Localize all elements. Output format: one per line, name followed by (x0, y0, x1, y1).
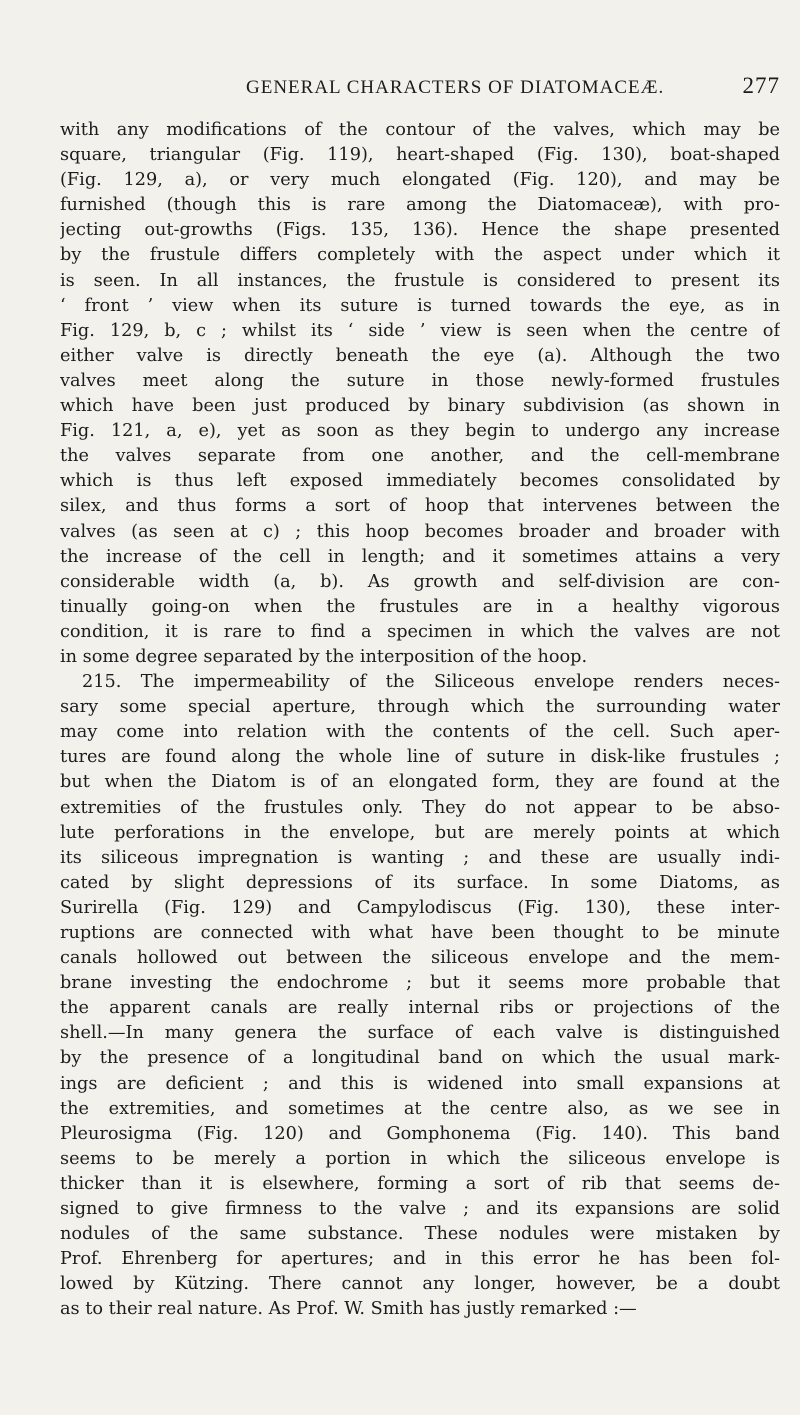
text-line: square, triangular (Fig. 119), heart-shaped (Fig. 130), boat-shaped (60, 145, 780, 166)
text-line: tinually going-on when the frustules are in a healthy vigorous (60, 596, 780, 617)
text-line: brane investing the endochrome ; but it seems more probable that (60, 973, 780, 994)
text-line: may come into relation with the contents of the cell. Such aper- (60, 722, 780, 743)
running-title: GENERAL CHARACTERS OF DIATOMACEÆ. (246, 77, 665, 98)
text-line: the increase of the cell in length; and it sometimes attains a very (60, 546, 780, 567)
text-line: Fig. 129, b, c ; whilst its ‘ side ’ view is seen when the centre of (60, 320, 780, 341)
text-line: cated by slight depressions of its surface. In some Diatoms, as (60, 872, 780, 893)
text-line: by the frustule differs completely with the aspect under which it (60, 245, 780, 266)
text-line: the apparent canals are really internal ribs or projections of the (60, 998, 780, 1019)
text-line: canals hollowed out between the siliceous envelope and the mem- (60, 948, 780, 969)
text-line: by the presence of a longitudinal band on which the usual mark- (60, 1048, 780, 1069)
text-line: with any modifications of the contour of the valves, which may be (60, 120, 780, 140)
text-line: considerable width (a, b). As growth and self-division are con- (60, 571, 780, 592)
text-line: either valve is directly beneath the eye (a). Although the two (60, 345, 780, 366)
text-line: in some degree separated by the interposition of the hoop. (60, 646, 588, 667)
text-line: valves (as seen at c) ; this hoop becomes broader and broader with (60, 521, 780, 542)
text-line: (Fig. 129, a), or very much elongated (Fig. 120), and may be (60, 170, 780, 191)
text-line: its siliceous impregnation is wanting ; and these are usually indi- (60, 847, 780, 868)
text-line: Fig. 121, a, e), yet as soon as they begin to undergo any increase (60, 421, 780, 442)
text-line: ings are deficient ; and this is widened into small expansions at (60, 1073, 780, 1094)
text-line: ‘ front ’ view when its suture is turned towards the eye, as in (60, 295, 780, 316)
body-text (60, 118, 780, 1323)
text-line: valves meet along the suture in those newly-formed frustules (60, 370, 780, 391)
text-line: extremities of the frustules only. They do not appear to be abso- (60, 797, 780, 818)
text-line: ruptions are connected with what have been thought to be minute (60, 923, 780, 943)
page-number: 277 (742, 73, 780, 98)
text-line: sary some special aperture, through which the surrounding water (60, 697, 780, 718)
text-line: signed to give firmness to the valve ; and its expansions are solid (60, 1199, 780, 1220)
text-line: furnished (though this is rare among the Diatomaceæ), with pro- (60, 195, 780, 216)
text-line: Prof. Ehrenberg for apertures; and in this error he has been fol- (60, 1249, 780, 1270)
text-line: Surirella (Fig. 129) and Campylodiscus (Fig. 130), these inter- (60, 897, 780, 918)
text-line: nodules of the same substance. These nodules were mistaken by (60, 1224, 780, 1245)
text-line: as to their real nature. As Prof. W. Smith has justly remarked :— (60, 1299, 637, 1320)
text-line: which have been just produced by binary subdivision (as shown in (60, 396, 780, 417)
text-line: the valves separate from one another, and the cell-membrane (60, 446, 780, 467)
text-line: shell.—In many genera the surface of each valve is distinguished (60, 1023, 780, 1044)
text-line: lowed by Kützing. There cannot any longer, however, be a doubt (60, 1274, 780, 1295)
text-line: the extremities, and sometimes at the centre also, as we see in (60, 1098, 780, 1119)
text-line: thicker than it is elsewhere, forming a sort of rib that seems de- (60, 1173, 780, 1194)
text-line: is seen. In all instances, the frustule is considered to present its (60, 270, 780, 291)
text-line: condition, it is rare to find a specimen in which the valves are not (60, 621, 780, 642)
text-line: lute perforations in the envelope, but are merely points at which (60, 822, 780, 843)
text-line: tures are found along the whole line of suture in disk-like frustules ; (60, 747, 780, 768)
paragraph-start-line: 215. The impermeability of the Siliceous envelope renders neces- (82, 672, 780, 693)
text-line: jecting out-growths (Figs. 135, 136). Hence the shape presented (60, 220, 780, 241)
text-line: Pleurosigma (Fig. 120) and Gomphonema (Fig. 140). This band (60, 1123, 780, 1144)
running-head (100, 73, 780, 107)
text-line: seems to be merely a portion in which the siliceous envelope is (60, 1148, 780, 1169)
text-line: which is thus left exposed immediately becomes consolidated by (60, 471, 780, 492)
text-line: silex, and thus forms a sort of hoop that intervenes between the (60, 496, 780, 517)
text-line: but when the Diatom is of an elongated form, they are found at the (60, 772, 780, 793)
